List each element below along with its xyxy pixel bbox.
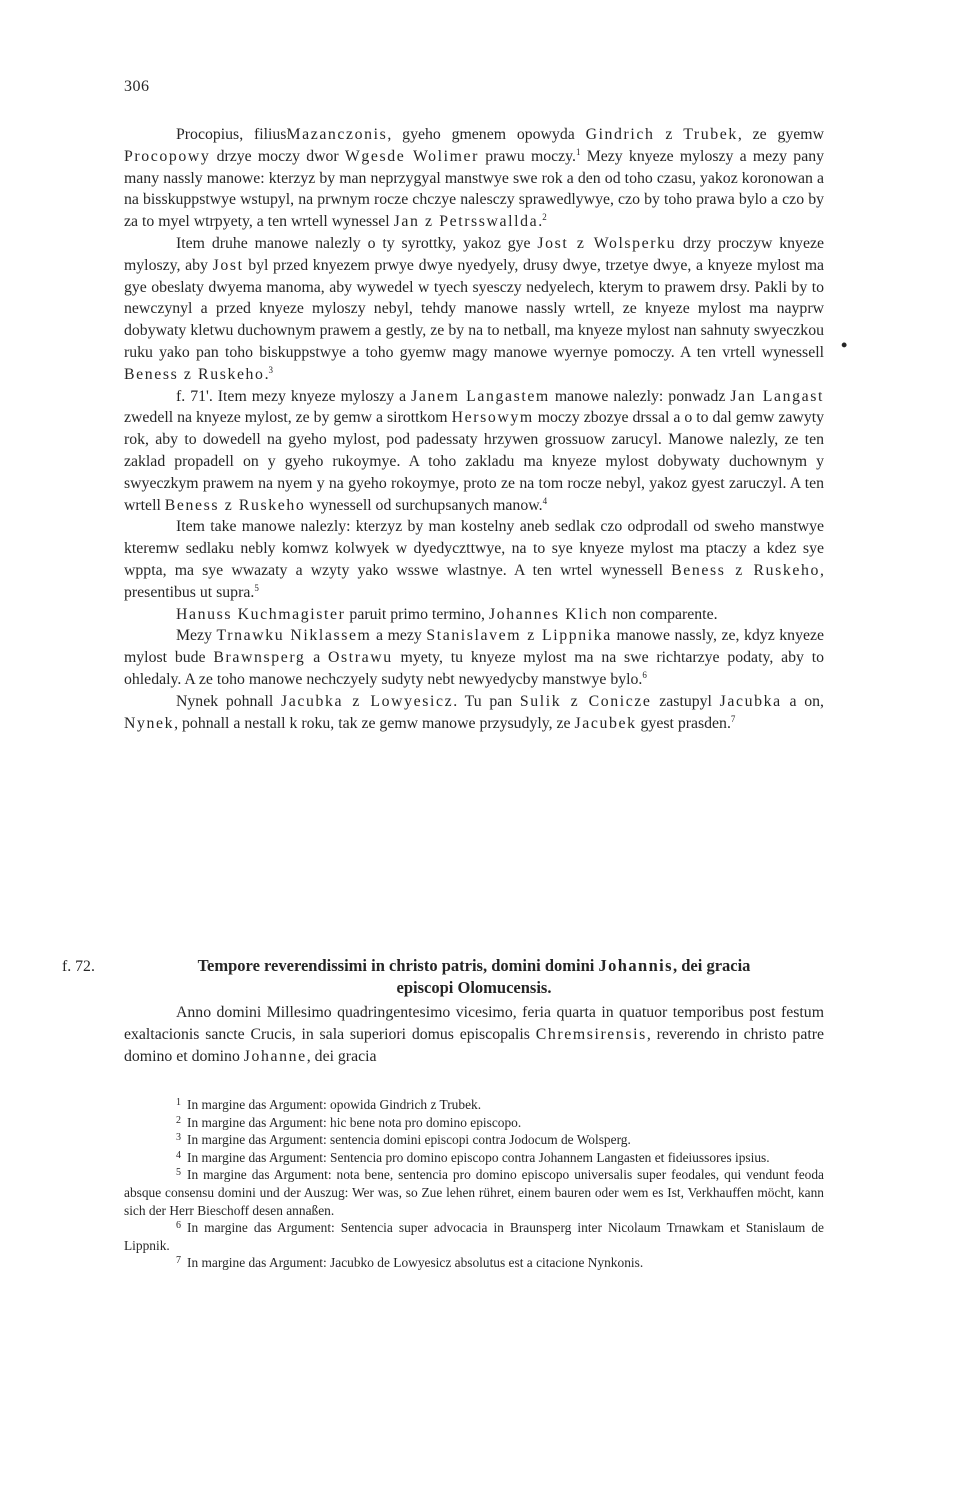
footnote: $^1$ In margine das Argument: opowida Gindrich z Trubek.: [176, 1097, 482, 1112]
heading-line-1: Tempore reverendissimi in christo patris, domini domini Johannis, dei gracia: [197, 956, 751, 975]
footnote: $^5$ In margine das Argument: nota bene, sentencia pro domino episcopo universalis super feodales, qui vendunt feoda absque consensu domini und der Auszug: Wer was, so Zue lehen rühret, einem bauren oder wem es Ist, Verkhauffen möcht, kann sich der Herr Bieschoff desen annaßen.: [124, 1167, 824, 1218]
footnotes: [124, 1096, 824, 1272]
paragraph-7: Nynek pohnall Jacubka z Lowyesicz. Tu pan Sulik z Conicze zastupyl Jacubka a on, Nynek, pohnall a nestall k roku, tak ze gemw manowe przysudyly, ze Jacubek gyest prasden.$^7$: [124, 692, 824, 732]
closing-paragraph: Anno domini Millesimo quadringentesimo vicesimo, feria quarta in quatuor temporibus post festum exaltacionis sancte Crucis, in sala superiori domus episcopalis Chremsirensis, reverendo in christo patre domino et domino Johanne, dei gracia: [124, 1004, 824, 1065]
heading-line-2: episcopi Olomucensis.: [396, 978, 552, 997]
page-number: 306: [124, 78, 150, 95]
footnote: $^2$ In margine das Argument: hic bene nota pro domino episcopo.: [176, 1114, 522, 1130]
paragraph-4: Item take manowe nalezly: kterzyz by man kostelny aneb sedlak czo odprodall od sweho manstwye kteremw sedlaku nebly komwz kolwyek w dyedyczttwye, na to sye knyeze mylost ma ptaczy a kdez sye wppta, ma sye wwazaty a wzyty yako wsswe wlastnye. A ten wrtel wynessell Beness z Ruskeho, presentibus ut supra.$^5$: [124, 518, 824, 601]
footnote-ref-4: 4: [542, 495, 548, 506]
section-heading: [124, 955, 824, 999]
footnote: $^4$ In margine das Argument: Sentencia pro domino episcopo contra Johannem Langasten et fideiussores ipsius.: [176, 1149, 770, 1165]
footnote: $^7$ In margine das Argument: Jacubko de Lowyesicz absolutus est a citacione Nynkonis.: [176, 1255, 644, 1271]
footnote-ref-3: 3: [268, 364, 274, 375]
paragraph-5: Hanuss Kuchmagister paruit primo termino, Johannes Klich non comparente.: [176, 605, 718, 623]
footnote: $^3$ In margine das Argument: sentencia domini episcopi contra Jodocum de Wolsperg.: [176, 1132, 631, 1148]
closing-text: [124, 1002, 824, 1067]
footnote-ref-7: 7: [730, 713, 736, 724]
folio-margin-note: f. 72.: [62, 958, 95, 975]
main-text: [124, 124, 824, 734]
footnote-ref-6: 6: [642, 669, 647, 680]
footnote-ref-1: 1: [576, 146, 581, 157]
paragraph-6: Mezy Trnawku Niklassem a mezy Stanislavem z Lippnika manowe nassly, ze, kdyz knyeze mylost bude Brawnsperg a Ostrawu myety, tu knyeze mylost ma na swe richtarzye podaty, aby to ohledaly. A ze toho manowe nechczyely sudyty nebt newyedycby manstwye bylo.$^6$: [124, 627, 824, 688]
footnote-ref-2: 2: [542, 212, 547, 223]
footnote-ref-5: 5: [254, 582, 259, 593]
margin-dot: •: [841, 335, 848, 355]
paragraph-1: Procopius, filiusMazanczonis, gyeho gmenem opowyda Gindrich z Trubek, ze gyemw Procopowy drzye moczy dwor Wgesde Wolimer prawu moczy.$^1$ Mezy knyeze myloszy a mezy pany many nassly manowe: kterzyz by man neprzygyal manstwye swe rok a den od toho czasu, yakoz koronowan a na bisskuppstwye wstupyl, na prwnym rocze chczye nalesczy sprawedlywye, czo by toho prawa bylo a czo by za to myel wtrpyety, a ten wrtell wynessel Jan z Petrsswallda.$^2$: [124, 126, 825, 231]
footnote: $^6$ In margine das Argument: Sentencia super advocacia in Braunsperg inter Nicolaum Trnawkam et Stanislaum de Lippnik.: [124, 1220, 824, 1253]
paragraph-2: Item druhe manowe nalezly o ty syrottky, yakoz gye Jost z Wolsperku drzy proczyw knyeze myloszy, aby Jost byl przed knyezem prwye dwye nyedyely, drusy dwye, trzetye dwye, a knyeze mylost ma gye obeslaty dwyema manoma, aby wywedel w tyech syesczy nedyelech, kterym to prawem drsy. Pakli by to newczynyl a przed knyeze myloszy nebyl, tehdy manowe nassly wrtell, ze knyeze mylost ma nayprw dobywaty kletwu duchownym prawem a gestly, ze by na to netball, ma knyeze mylost nan sahnuty swyeczkou ruku yako pan toho biskuppstwye a toho gyemw magy manowe wyernye pomoczy. A ten vrtell wynessell Beness z Ruskeho.$^3$: [124, 234, 824, 383]
paragraph-3: f. 71'. Item mezy knyeze myloszy a Janem Langastem manowe nalezly: ponwadz Jan Langast zwedell na knyeze mylost, ze by gemw a sirottkom Hersowym moczy zbozye drssal a o to dal gemw zawyty rok, aby to dowedell na gyeho mylost, pod padessaty hrzywen grossuow zarucyl. Manowe nalezly, ze ten zaklad propadell on y gyeho rukoymye. A toho zakladu ma knyeze mylost dobywaty duchownym y swyeczkym prawem na nyem y na gyeho rokoymye, proto ze na tom rocze nebyl, yakoz gyest zaruczyl. A ten wrtell Beness z Ruskeho wynessell od surchupsanych manow.$^4$: [124, 387, 824, 514]
